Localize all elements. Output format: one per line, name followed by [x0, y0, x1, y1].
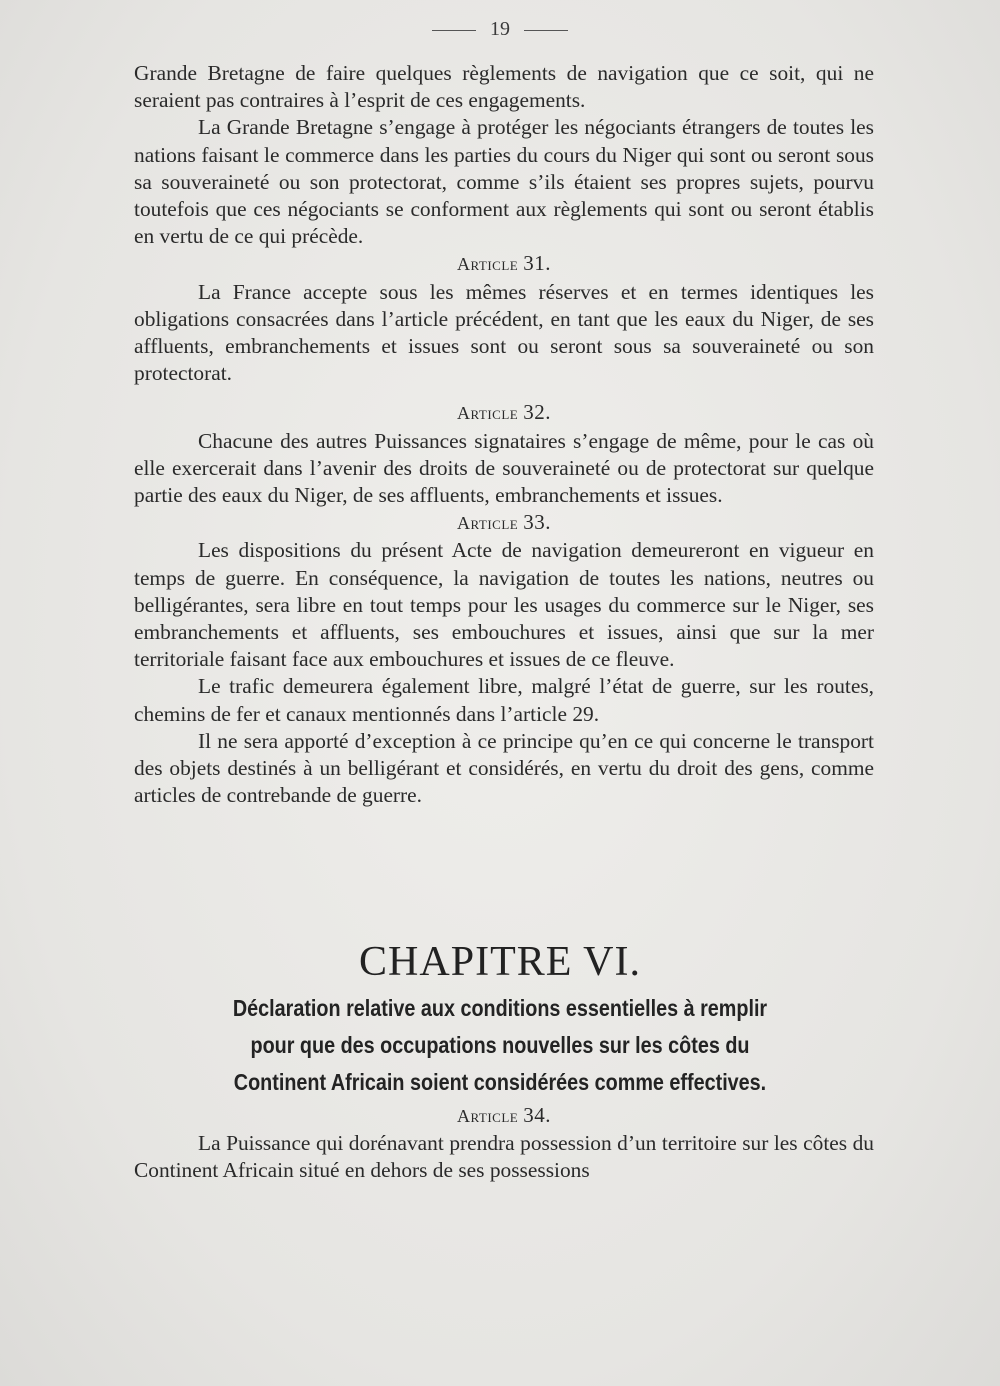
page-number: 19: [490, 18, 510, 40]
article-33-paragraph: Le trafic demeurera également libre, malgré l’état de guerre, sur les routes, chemins de fer et canaux mentionnés dans l’article 29.: [134, 674, 874, 726]
chapter-title: CHAPITRE VI.: [359, 939, 641, 985]
article-number: 34.: [523, 1103, 551, 1127]
body-text: [134, 60, 874, 809]
article-32-text: Chacune des autres Puissances signataires s’engage de même, pour le cas où elle exercerait dans l’avenir des droits de souveraineté ou de protectorat sur quelque partie des eaux du Niger, de ses affluents, embranchements et issues.: [134, 428, 874, 508]
chapter-subtitle-line: Déclaration relative aux conditions essentielles à remplir: [232, 995, 768, 1021]
article-label: Article: [457, 1106, 519, 1126]
article-33-paragraph: Les dispositions du présent Acte de navigation demeureront en vigueur en temps de guerre. En conséquence, la navigation de toutes les nations, neutres ou belligérantes, sera libre en tout temps pour les usages du commerce sur le Niger, ses embranchements et affluents, ses embouchures et issues, ainsi que sur la mer territoriale faisant face aux embouchures et issues de ce fleuve.: [134, 538, 874, 672]
article-34-heading: [134, 1102, 874, 1130]
header-rule-left: [432, 30, 476, 31]
article-31-heading: [134, 250, 874, 278]
chapter-subtitle: [173, 990, 827, 1101]
article-34-text: La Puissance qui dorénavant prendra possession d’un territoire sur les côtes du Continent Africain situé en dehors de ses possessions: [134, 1131, 874, 1183]
article-label: Article: [457, 254, 519, 275]
article-number: 32.: [523, 400, 551, 425]
article-32-heading: [134, 399, 874, 427]
page-header: [0, 18, 1000, 41]
chapter-subtitle-line: pour que des occupations nouvelles sur les côtes du: [250, 1032, 750, 1058]
header-rule-right: [524, 30, 568, 31]
article-label: Article: [457, 513, 519, 534]
article-34-block: [134, 1102, 874, 1185]
chapter-subtitle-line: Continent Africain soient considérées comme effectives.: [233, 1069, 767, 1095]
paragraph-grande-bretagne: La Grande Bretagne s’engage à protéger les négociants étrangers de toutes les nations faisant le commerce dans les parties du cours du Niger qui sont ou seront sous sa souveraineté ou son protectorat, comme s’ils étaient ses propres sujets, pourvu toutefois que ces négociants se conforment aux règlements qui sont ou seront établis en vertu de ce qui précède.: [134, 115, 874, 249]
article-31-text: La France accepte sous les mêmes réserves et en termes identiques les obligations consacrées dans l’article précédent, en tant que les eaux du Niger, de ses affluents, embranchements et issues sont ou seront sous sa souveraineté ou son protectorat.: [134, 279, 874, 386]
article-33-heading: [134, 509, 874, 537]
article-label: Article: [457, 403, 519, 424]
article-number: 33.: [523, 510, 551, 535]
article-number: 31.: [523, 251, 551, 276]
article-33-paragraph: Il ne sera apporté d’exception à ce principe qu’en ce qui concerne le transport des objets destinés à un belligérant et considérés, en vertu du droit des gens, comme articles de contrebande de guerre.: [134, 728, 874, 808]
paragraph-continuation: Grande Bretagne de faire quelques règlements de navigation que ce soit, qui ne seraient pas contraires à l’esprit de ces engagements.: [134, 61, 874, 113]
